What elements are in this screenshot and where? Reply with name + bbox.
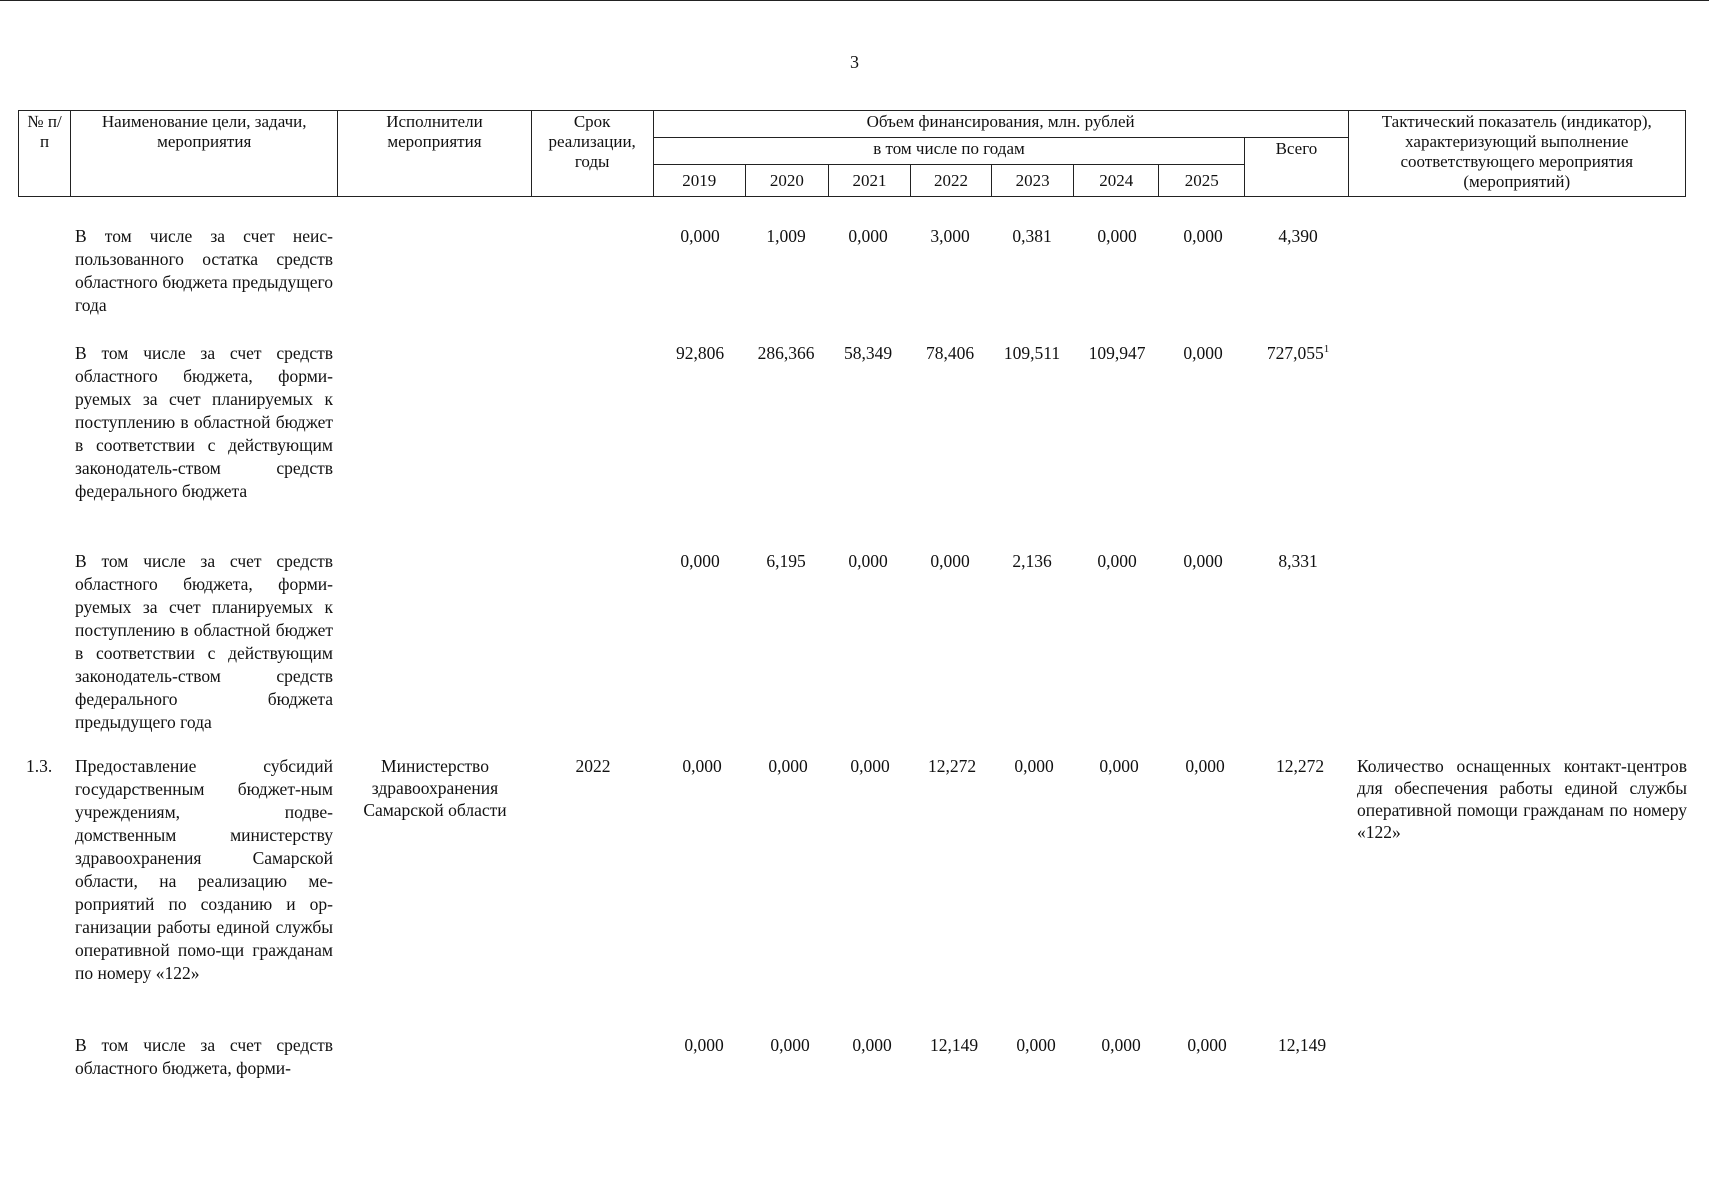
row-value-2022: 0,000 [930,551,970,571]
header-executor: Исполнители мероприятия [338,111,531,197]
row-value-2025: 0,000 [1185,756,1225,776]
header-year: 2019 [653,165,745,197]
row-value-2024: 0,000 [1097,226,1137,246]
row-value-2025: 0,000 [1183,226,1223,246]
row-value-2022: 12,272 [927,756,977,776]
header-num: № п/п [19,111,71,197]
header-term: Срок реализации, годы [531,111,653,197]
row-value-2019: 0,000 [680,551,720,571]
header-year: 2025 [1159,165,1245,197]
row-total-value: 727,055 [1266,343,1324,363]
row-text: В том числе за счет средств областного бюджета, форми-руемых за счет планируемых к поступлению в областной бюджет в соответствии с действующим законодатель-ством средств федерального бюджета [75,343,333,501]
row-total-value: 12,149 [1277,1035,1327,1055]
header-year: 2023 [992,165,1074,197]
header-indicator: Тактический показатель (индикатор), характеризующий выполнение соответствующего мероприятия (мероприятий) [1348,111,1685,197]
row-total-note: 1 [1323,343,1330,356]
row-value-2024: 0,000 [1099,756,1139,776]
row-text: В том числе за счет неис-пользованного остатка средств областного бюджета предыдущего года [75,226,333,315]
row-total [1259,1034,1345,1057]
row-value-2021: 0,000 [852,1035,892,1055]
table-header [18,110,1686,197]
row-value-2024: 109,947 [1088,343,1146,363]
header-total: Всего [1245,138,1348,197]
header-year: 2024 [1074,165,1159,197]
row-total-value: 4,390 [1278,226,1318,246]
row-value-2024: 0,000 [1101,1035,1141,1055]
row-total-value: 8,331 [1278,551,1318,571]
row-value-2025: 0,000 [1183,343,1223,363]
row-total [1255,225,1341,248]
row-text: В том числе за счет средств областного бюджета, форми- [75,1035,333,1078]
row-value-2019: 92,806 [675,343,725,363]
header-name: Наименование цели, задачи, мероприятия [71,111,338,197]
row-total-value: 12,272 [1275,756,1325,776]
header-year: 2022 [910,165,991,197]
row-total [1257,755,1343,778]
row-value-2023: 0,000 [1014,756,1054,776]
row-text: В том числе за счет средств областного бюджета, форми-руемых за счет планируемых к поступлению в областной бюджет в соответствии с действующим законодатель-ством средств федерального бюджета предыдущего года [75,551,333,732]
header-year: 2020 [745,165,828,197]
row-indicator: Количество оснащенных контакт-центров для обеспечения работы единой службы оперативной помощи гражданам по номеру «122» [1357,756,1687,842]
header-year: 2021 [828,165,910,197]
row-value-2021: 58,349 [843,343,893,363]
top-rule [0,0,1709,1]
row-value-2020: 0,000 [768,756,808,776]
row-value-2025: 0,000 [1183,551,1223,571]
page-number: 3 [850,52,859,72]
row-value-2022: 12,149 [929,1035,979,1055]
row-value-2019: 0,000 [680,226,720,246]
row-value-2023: 0,381 [1012,226,1052,246]
row-value-2022: 3,000 [930,226,970,246]
row-value-2020: 6,195 [766,551,806,571]
row-total [1255,342,1341,365]
row-value-2019: 0,000 [682,756,722,776]
header-by-years: в том числе по годам [653,138,1245,165]
row-total [1255,550,1341,573]
row-value-2023: 2,136 [1012,551,1052,571]
row-value-2020: 0,000 [770,1035,810,1055]
row-number: 1.3. [26,756,53,776]
row-value-2021: 0,000 [848,551,888,571]
header-funding: Объем финансирования, млн. рублей [653,111,1348,138]
row-term: 2022 [575,756,611,776]
row-text: Предоставление субсидий государственным бюджет-ным учреждениям, подве-домственным министерству здравоохранения Самарской области, на реализацию ме-роприятий по созданию и ор-ганизации работы единой службы оперативной помо-щи гражданам по номеру «122» [75,756,333,983]
row-value-2025: 0,000 [1187,1035,1227,1055]
row-executor: Министерство здравоохранения Самарской области [363,756,507,820]
row-value-2020: 286,366 [757,343,815,363]
row-value-2020: 1,009 [766,226,806,246]
row-value-2021: 0,000 [848,226,888,246]
row-value-2024: 0,000 [1097,551,1137,571]
row-value-2022: 78,406 [925,343,975,363]
row-value-2023: 0,000 [1016,1035,1056,1055]
row-value-2021: 0,000 [850,756,890,776]
row-value-2019: 0,000 [684,1035,724,1055]
row-value-2023: 109,511 [1003,343,1061,363]
